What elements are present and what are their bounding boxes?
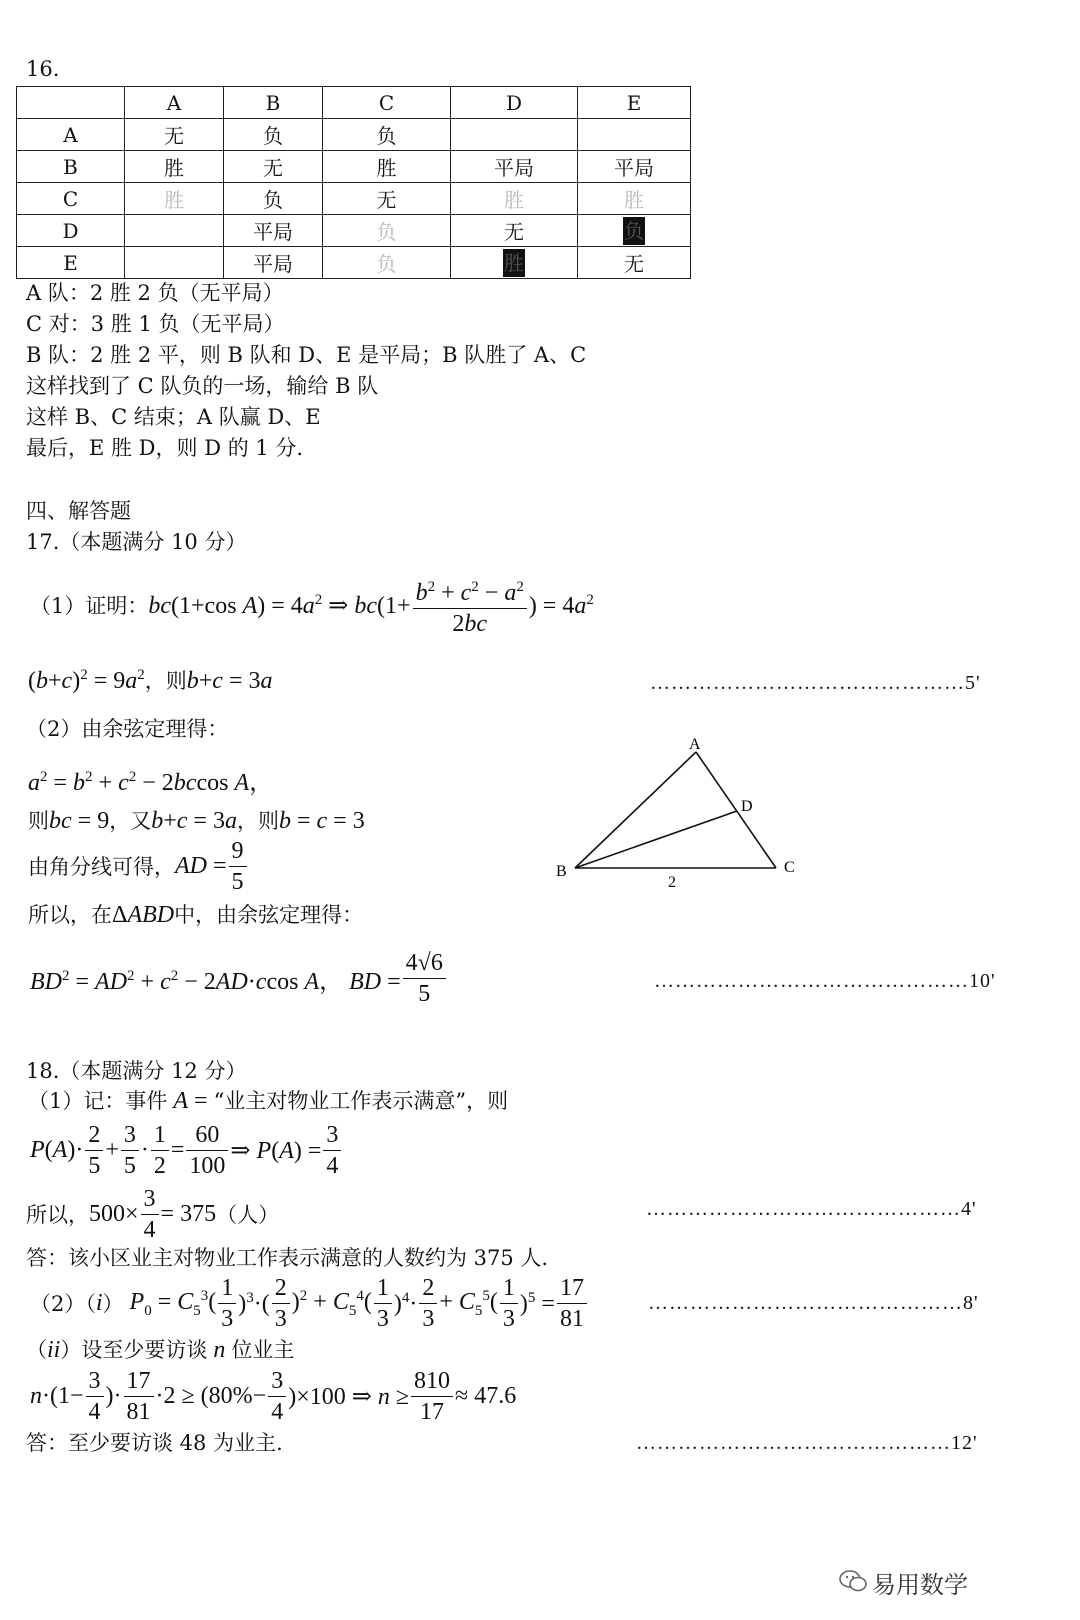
q17-bc-sum: b+c = 3a xyxy=(151,807,237,834)
q18-part2i-open: （2）（ xyxy=(30,1291,96,1316)
score-mark-4-text: 4' xyxy=(961,1198,977,1220)
side-length-label: 2 xyxy=(668,874,676,891)
highlighted-cell-text: 负 xyxy=(624,218,644,243)
table-cell: 无 xyxy=(323,183,451,215)
q17-equation-1: bc(1+cos $A) = 4a^2$ ⇒ bc(1+ xyxy=(148,592,411,619)
q18-part2ii-line xyxy=(26,1335,294,1365)
q17-ad-label: AD = xyxy=(175,853,227,879)
header-cell xyxy=(17,87,125,119)
q18-inequality-line xyxy=(30,1366,516,1427)
vertex-c-label: C xyxy=(784,859,795,876)
score-mark-4: ………………………………………4' xyxy=(646,1198,977,1220)
q18-frac-3-4: $\frac{3}{4}$ xyxy=(323,1120,341,1181)
q17-bc-value: bc = 9 xyxy=(49,807,110,834)
table-cell: 负 xyxy=(224,119,323,151)
q18-people: （人） xyxy=(216,1202,280,1227)
table-cell: 胜 xyxy=(125,151,224,183)
table-cell: 胜 xyxy=(578,183,691,215)
q16-line-4: 这样找到了 C 队负的一场，输给 B 队 xyxy=(26,374,379,398)
table-cell: 胜 xyxy=(451,183,578,215)
q17-bc-line xyxy=(28,806,365,836)
q17-then2: 则 xyxy=(28,809,49,833)
vertex-b-label: B xyxy=(556,863,567,880)
score-mark-10: ………………………………………10' xyxy=(654,970,996,992)
q17-bd-formula: $BD^2 = AD^2 + c^2 - 2AD\cdot ccos$ A， BD = xyxy=(30,968,401,995)
q18-ineq-b: )· xyxy=(105,1383,122,1409)
q18-p0-c: )$^2 + C_5^4$( xyxy=(291,1287,372,1319)
table-cell: 平局 xyxy=(224,247,323,279)
q17-bd-fraction: $\frac{4√6}{5}$ xyxy=(403,948,446,1009)
q17-triangle-line xyxy=(28,900,363,930)
q18-part1-line xyxy=(28,1086,508,1116)
q17-fraction-cos: $\frac{b^2 + c^2 - a^2}{2bc}$ xyxy=(413,572,527,639)
q18-p0-frac-1: $\frac{1}{3}$ xyxy=(218,1273,236,1334)
score-mark-12: ………………………………………12' xyxy=(636,1432,978,1454)
table-row xyxy=(17,215,691,247)
q18-frac-3-5: $\frac{3}{5}$ xyxy=(121,1120,139,1181)
table-row xyxy=(17,247,691,279)
q17-in-text: 中，由余弦定理得： xyxy=(174,903,364,927)
table-cell: 胜 xyxy=(323,151,451,183)
bisector-bd xyxy=(575,811,737,868)
q18-part2ii-text: ）设至少要访谈 xyxy=(60,1338,208,1362)
table-cell: 无 xyxy=(224,151,323,183)
q17-title: 17.（本题满分 10 分） xyxy=(26,530,247,554)
table-cell xyxy=(125,215,224,247)
score-mark-5: ………………………………………5' xyxy=(650,672,981,694)
score-table xyxy=(16,86,691,279)
q18-part2ii-roman: ii xyxy=(47,1336,61,1363)
q18-ineq-frac-2: $\frac{17}{81}$ xyxy=(124,1366,154,1427)
q18-part2i-roman: i xyxy=(95,1290,103,1316)
table-cell: 负 xyxy=(323,215,451,247)
q17-so-in: 所以，在 xyxy=(28,903,112,927)
score-mark-8-text: 8' xyxy=(963,1292,979,1314)
table-row xyxy=(17,183,691,215)
q18-count-line xyxy=(26,1184,279,1245)
table-cell: 负 xyxy=(323,247,451,279)
table-cell: D xyxy=(17,215,125,247)
q18-part2ii-text2: 位业主 xyxy=(231,1338,295,1362)
q17-triangle-abd: ΔABD xyxy=(112,901,175,928)
highlighted-cell-text: 胜 xyxy=(504,250,524,275)
q17-equation-1-end: ) = $4a^2$ xyxy=(528,591,594,619)
q17-then3: ，则 xyxy=(236,809,279,833)
header-cell: D xyxy=(451,87,578,119)
q18-ineq-c: ·2 ≥ (80%− xyxy=(155,1383,267,1409)
triangle-figure xyxy=(540,730,820,900)
q16-line-6: 最后，E 胜 D，则 D 的 1 分. xyxy=(26,436,304,460)
score-mark-8: ………………………………………8' xyxy=(648,1292,979,1314)
q18-answer-2: 答：至少要访谈 48 为业主. xyxy=(26,1431,283,1455)
q18-p0-f: )$^5$ = xyxy=(519,1289,555,1317)
table-cell xyxy=(125,247,224,279)
table-cell: E xyxy=(17,247,125,279)
q18-p0-frac-5: $\frac{1}{3}$ xyxy=(500,1273,518,1334)
vertex-d-label: D xyxy=(741,798,753,815)
q18-title: 18.（本题满分 12 分） xyxy=(26,1059,247,1083)
watermark-text: 易用数学 xyxy=(872,1571,968,1599)
q18-500: 500× xyxy=(89,1201,139,1227)
score-mark-10-text: 10' xyxy=(969,970,996,992)
q18-p0-frac-3: $\frac{1}{3}$ xyxy=(374,1273,392,1334)
q18-equals: = xyxy=(170,1137,185,1163)
q17-cosine-law: $a^2 = b^2 + c^2 - 2bccos$ A， xyxy=(28,769,274,796)
score-mark-12-text: 12' xyxy=(951,1432,978,1454)
q16-line-3: B 队：2 胜 2 平，则 B 队和 D、E 是平局；B 队胜了 A、C xyxy=(26,343,587,367)
q18-count-frac: $\frac{3}{4}$ xyxy=(141,1184,159,1245)
q18-p0-a: $P_0 = C_5^3$( xyxy=(129,1287,217,1319)
q18-n: n xyxy=(213,1336,226,1363)
q17-result-line xyxy=(28,666,273,696)
q17-equation-3: b+c = 3a xyxy=(186,667,273,694)
q18-p0-d: )$^4$· xyxy=(393,1289,418,1317)
wechat-icon xyxy=(838,1568,868,1594)
q18-dot: · xyxy=(140,1137,149,1163)
q18-ineq-a: n·(1− xyxy=(30,1383,84,1409)
q17-b-c-value: b = c = 3 xyxy=(278,807,365,834)
q16-number: 16. xyxy=(26,57,60,81)
table-cell: 平局 xyxy=(578,151,691,183)
table-cell xyxy=(578,119,691,151)
table-cell xyxy=(578,215,691,247)
q18-ineq-d: )×100 ⇒ n ≥ xyxy=(288,1384,410,1410)
q18-part1-text: （1）记：事件 xyxy=(28,1089,168,1113)
q18-part2ii-open: （ xyxy=(26,1338,47,1362)
table-cell: 平局 xyxy=(224,215,323,247)
q17-also: ，又 xyxy=(109,809,152,833)
q18-p0-b: )$^3$·( xyxy=(238,1289,270,1317)
table-cell xyxy=(451,247,578,279)
table-row xyxy=(17,119,691,151)
q17-part2-label: （2）由余弦定理得： xyxy=(26,717,229,741)
q16-line-2: C 对：3 胜 1 负（无平局） xyxy=(26,312,285,336)
header-cell: C xyxy=(323,87,451,119)
q18-375: = 375 xyxy=(160,1201,217,1227)
table-cell: 平局 xyxy=(451,151,578,183)
score-mark-5-text: 5' xyxy=(965,672,981,694)
q18-part2i-line xyxy=(30,1273,589,1334)
q17-ad-fraction: $\frac{9}{5}$ xyxy=(229,836,247,897)
q18-answer-1: 答：该小区业主对物业工作表示满意的人数约为 375 人. xyxy=(26,1246,549,1270)
q18-event-a: A = xyxy=(173,1087,214,1114)
q18-plus: + xyxy=(105,1137,119,1163)
q17-equation-2: $(b+c)^2 = 9a^2$ xyxy=(28,667,145,694)
q18-p0-result: $\frac{17}{81}$ xyxy=(557,1273,587,1334)
table-row xyxy=(17,151,691,183)
table-cell: 无 xyxy=(125,119,224,151)
q16-line-1: A 队：2 胜 2 负（无平局） xyxy=(26,281,284,305)
q17-bd-line xyxy=(30,948,448,1009)
header-cell: A xyxy=(125,87,224,119)
q18-p0-e: + $C_5^5$( xyxy=(439,1287,498,1319)
q18-ineq-frac-3: $\frac{3}{4}$ xyxy=(268,1366,286,1427)
q17-bisector-text: 由角分线可得， xyxy=(28,854,175,879)
table-header-row xyxy=(17,87,691,119)
q18-event-text: “业主对物业工作表示满意”，则 xyxy=(213,1089,509,1113)
q17-part1-label: （1）证明： xyxy=(30,593,149,618)
q18-frac-2-5: $\frac{2}{5}$ xyxy=(85,1120,103,1181)
table-cell xyxy=(451,119,578,151)
header-cell: B xyxy=(224,87,323,119)
table-cell: 胜 xyxy=(125,183,224,215)
side-ac xyxy=(696,752,776,868)
q18-p0-frac-4: $\frac{2}{3}$ xyxy=(419,1273,437,1334)
table-cell: 无 xyxy=(578,247,691,279)
q18-frac-60-100: $\frac{60}{100}$ xyxy=(186,1120,228,1181)
table-cell: 负 xyxy=(224,183,323,215)
q18-frac-1-2: $\frac{1}{2}$ xyxy=(151,1120,169,1181)
table-cell: C xyxy=(17,183,125,215)
side-ba xyxy=(575,752,696,868)
section-title: 四、解答题 xyxy=(26,499,131,523)
table-cell: A xyxy=(17,119,125,151)
q18-ineq-e: ≈ 47.6 xyxy=(455,1383,517,1409)
q17-part1-line xyxy=(30,572,594,639)
q16-line-5: 这样 B、C 结束；A 队赢 D、E xyxy=(26,405,321,429)
q18-probability-line xyxy=(30,1120,343,1181)
q18-implies: ⇒ P(A) = xyxy=(230,1138,322,1164)
table-cell: B xyxy=(17,151,125,183)
q18-part2i-close: ） xyxy=(102,1291,124,1316)
q18-p0-frac-2: $\frac{2}{3}$ xyxy=(272,1273,290,1334)
header-cell: E xyxy=(578,87,691,119)
table-cell: 负 xyxy=(323,119,451,151)
table-cell: 无 xyxy=(451,215,578,247)
q17-ad-line xyxy=(28,836,249,897)
q18-ineq-frac-4: $\frac{810}{17}$ xyxy=(411,1366,453,1427)
q18-pa: P(A)· xyxy=(30,1137,84,1163)
q18-so: 所以， xyxy=(26,1202,89,1227)
vertex-a-label: A xyxy=(689,736,701,753)
q18-ineq-frac-1: $\frac{3}{4}$ xyxy=(86,1366,104,1427)
q17-then-text: ，则 xyxy=(144,669,187,693)
